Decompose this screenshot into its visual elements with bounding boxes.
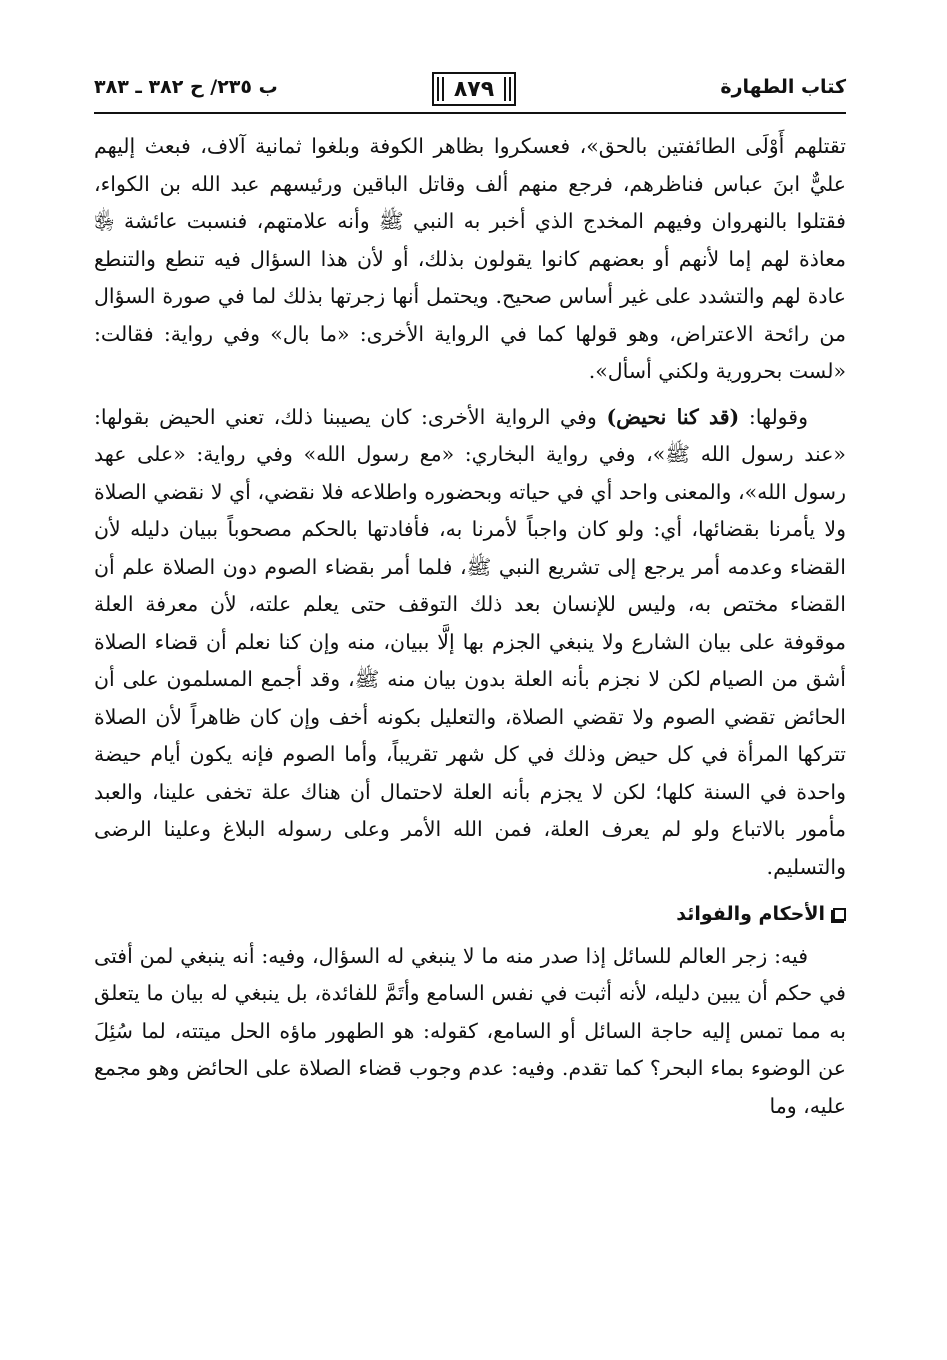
text-line: فلا نقضي، أي لا نقضي الصلاة ولا يأمرنا بقضائها، أي: ولو كان واجباً لأمرنا: [94, 479, 846, 541]
running-header: [94, 72, 846, 112]
text-line: فإنه يكون أيام حيضة واحدة في السنة كلها؛ لكن لا يجزم بأنه العلة لاحتمال أن: [94, 742, 846, 804]
text-line: للفائدة، بل ينبغي له بيان ما يتعلق به مما تمس إليه حاجة السائل أو السامع،: [94, 981, 846, 1043]
paragraph-3: [94, 938, 846, 1126]
main-text: [94, 128, 846, 1125]
text-line: الكواء، فقتلوا بالنهروان وفيهم المخدج الذي أخبر به النبي ﷺ وأنه علامتهم،: [94, 171, 846, 233]
text-line: للإنسان بعد ذلك التوقف حتى يعلم علته، لأن معرفة العلة موقوفة على بيان: [94, 592, 846, 654]
page-number: ٨٧٩: [453, 76, 495, 102]
text-line: النبي ﷺ، فلما أمر بقضاء الصوم دون الصلاة علم أن القضاء مختص به، وليس: [94, 554, 846, 616]
text-line: تقدم. وفيه: عدم وجوب قضاء الصلاة على الحائض وهو مجمع عليه، وما: [94, 1056, 846, 1118]
section-title: الأحكام والفوائد: [676, 903, 825, 925]
text-line: ينبغي لمن أفتى في حكم أن يبين دليله، لأنه أثبت في نفس السامع وأتَمَّ: [94, 943, 846, 1005]
text-line: هناك علة تخفى علينا، والعبد مأمور بالاتباع ولو لم يعرف العلة، فمن الله الأمر: [94, 779, 846, 841]
text-lead: وقولها:: [739, 404, 808, 429]
section-heading: [94, 896, 846, 934]
text-line: لأن الصلاة تتركها المرأة في كل حيض وذلك في كل شهر تقريباً، وأما الصوم: [94, 704, 846, 766]
chapter-reference: ب ٢٣٥/ ح ٣٨٢ ـ ٣٨٣: [94, 76, 278, 98]
text-line: رواية: «على عهد رسول الله»، والمعنى واحد أي في حياته وبحضوره واطلاعه: [94, 442, 846, 504]
text-line: وعلى رسوله البلاغ وعلينا الرضى والتسليم.: [94, 817, 846, 879]
text-line: الشارع ولا ينبغي الجزم بها إلَّا ببيان، منه وإن كنا نعلم أن قضاء الصلاة أشق من: [94, 629, 846, 691]
page-number-frame: [432, 72, 516, 106]
text-line: إليهم عليٌّ ابنَ عباس فناظرهم، فرجع منهم ألف وقاتل الباقين ورئيسهم عبد الله بن: [94, 134, 846, 196]
text-line: الصيام لكن لا نجزم بأنه العلة بدون بيان منه ﷺ، وقد أجمع المسلمون على أن: [94, 667, 764, 691]
text-line: كقوله: هو الطهور ماؤه الحل ميتته، لما سُئِلَ عن الوضوء بماء البحر؟ كما: [94, 1018, 846, 1080]
text-line: فنسبت عائشة ﵂ معاذة لهم إما لأنهم أو بعضهم كانوا يقولون بذلك، أو لأن: [94, 209, 846, 271]
text-line: الحيض بقولها: «عند رسول الله ﷺ»، وفي رواية البخاري: «مع رسول الله» وفي: [94, 404, 846, 466]
square-bullet-icon: [833, 908, 846, 921]
header-rule: [94, 112, 846, 114]
text-line: الحائض تقضي الصوم ولا تقضي الصلاة، والتعليل بكونه أخف وإن كان ظاهراً: [190, 704, 846, 729]
text-line: هذا السؤال فيه تنطع والتنطع عادة لهم والتشدد على غير أساس صحيح. ويحتمل: [94, 246, 846, 308]
text-line: فيه: زجر العالم للسائل إذا صدر منه ما لا ينبغي له السؤال، وفيه: أنه: [232, 943, 808, 968]
quoted-hadith-phrase: (قد كنا نحيض): [606, 404, 740, 429]
text-line: تقتلهم أَوْلَى الطائفتين بالحق»، فعسكروا بظاهر الكوفة وبلغوا ثمانية آلاف، فبعث: [144, 134, 846, 158]
text-line: أنها زجرتها بذلك لما في صورة السؤال من رائحة الاعتراض، وهو قولها كما في: [94, 284, 846, 346]
text-line: وفي الرواية الأخرى: كان يصيبنا ذلك، تعني: [225, 404, 607, 429]
paragraph-2: [94, 399, 846, 887]
paragraph-1: [94, 128, 846, 391]
book-title: كتاب الطهارة: [720, 76, 846, 98]
text-line: الرواية الأخرى: «ما بال» وفي رواية: فقالت: «لست بحرورية ولكني أسأل».: [94, 321, 846, 383]
text-line: به، فأفادتها بالحكم مصحوباً ببيان دليله لأن القضاء وعدمه أمر يرجع إلى تشريع: [94, 517, 846, 579]
